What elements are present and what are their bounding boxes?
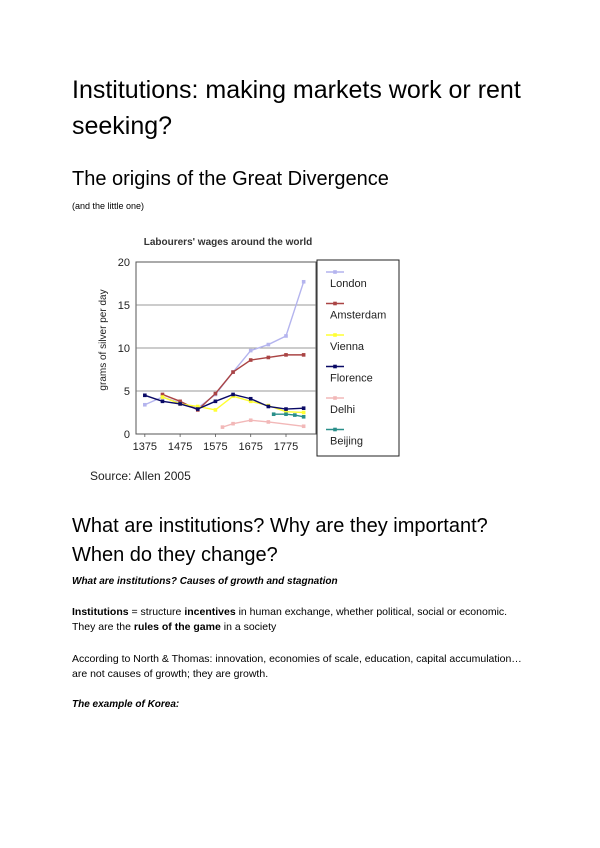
legend-marker <box>333 302 337 306</box>
data-point <box>249 358 253 362</box>
y-tick-label: 15 <box>117 300 130 312</box>
x-tick-label: 1575 <box>203 441 228 453</box>
y-tick-label: 5 <box>123 386 130 398</box>
legend-marker <box>333 333 337 337</box>
x-tick-label: 1475 <box>167 441 193 453</box>
data-point <box>302 424 306 428</box>
para1-text-a: = structure <box>128 606 185 618</box>
data-point <box>161 400 165 404</box>
data-point <box>302 415 306 419</box>
data-point <box>178 402 182 406</box>
series-line <box>145 282 304 408</box>
legend-label: London <box>330 278 367 290</box>
data-point <box>143 403 147 407</box>
section-note: (and the little one) <box>72 201 145 211</box>
data-point <box>231 393 235 397</box>
data-point <box>267 420 271 424</box>
y-axis-label: grams of silver per day <box>98 289 109 391</box>
data-point <box>284 353 288 357</box>
legend-label: Delhi <box>330 404 356 416</box>
legend-marker <box>333 365 337 369</box>
subheading-causes: What are institutions? Causes of growth and stagnation <box>72 576 338 587</box>
data-point <box>267 405 271 409</box>
data-point <box>293 413 297 417</box>
data-point <box>249 349 253 353</box>
data-point <box>249 418 253 422</box>
term-institutions: Institutions <box>72 606 129 618</box>
data-point <box>214 400 218 404</box>
term-incentives: incentives <box>184 606 236 618</box>
data-point <box>302 411 306 415</box>
data-point <box>161 395 165 399</box>
legend-marker <box>333 270 337 274</box>
section-heading-institutions: What are institutions? Why are they important? When do they change? <box>72 515 488 566</box>
y-tick-label: 10 <box>117 343 130 355</box>
x-tick-label: 1675 <box>238 441 263 453</box>
data-point <box>302 280 306 284</box>
data-point <box>249 397 253 401</box>
data-point <box>214 392 218 396</box>
para1-text-c: in a society <box>220 621 277 633</box>
series-line <box>274 414 304 417</box>
legend-marker <box>333 396 337 400</box>
legend-label: Vienna <box>330 341 365 353</box>
legend-label: Beijing <box>330 435 364 448</box>
legend-label: Amsterdam <box>330 309 387 322</box>
data-point <box>267 356 271 360</box>
subheading-korea: The example of Korea: <box>72 699 180 710</box>
paragraph-institutions <box>72 605 532 635</box>
data-point <box>231 422 235 426</box>
data-point <box>284 412 288 416</box>
section-heading-origins: The origins of the Great Divergence <box>72 168 389 190</box>
para1-text-b: in human exchange, whether political, social or economic. They are the <box>72 606 508 633</box>
data-point <box>214 408 218 412</box>
data-point <box>302 406 306 410</box>
series-line <box>162 355 303 410</box>
data-point <box>267 343 271 347</box>
wages-chart <box>88 228 410 492</box>
legend-marker <box>333 428 337 432</box>
x-tick-label: 1375 <box>132 441 158 453</box>
paragraph-north-thomas: According to North & Thomas: innovation, economies of scale, education, capital accumulation… are not causes of growth; they are growth. <box>72 653 522 680</box>
term-rules-of-the-game: rules of the game <box>133 621 221 633</box>
data-point <box>221 425 225 429</box>
data-point <box>302 353 306 357</box>
y-tick-label: 0 <box>123 429 130 441</box>
legend-label: Florence <box>330 372 373 385</box>
data-point <box>284 407 288 411</box>
data-point <box>272 412 276 416</box>
data-point <box>143 394 147 398</box>
chart-source: Source: Allen 2005 <box>90 469 191 483</box>
page-title: Institutions: making markets work or rent seeking? <box>72 76 521 140</box>
wages-chart-svg <box>88 228 410 492</box>
data-point <box>284 334 288 338</box>
data-point <box>231 370 235 374</box>
y-tick-label: 20 <box>117 257 130 269</box>
x-tick-label: 1775 <box>273 441 299 453</box>
chart-title: Labourers' wages around the world <box>143 237 313 248</box>
data-point <box>196 407 200 411</box>
